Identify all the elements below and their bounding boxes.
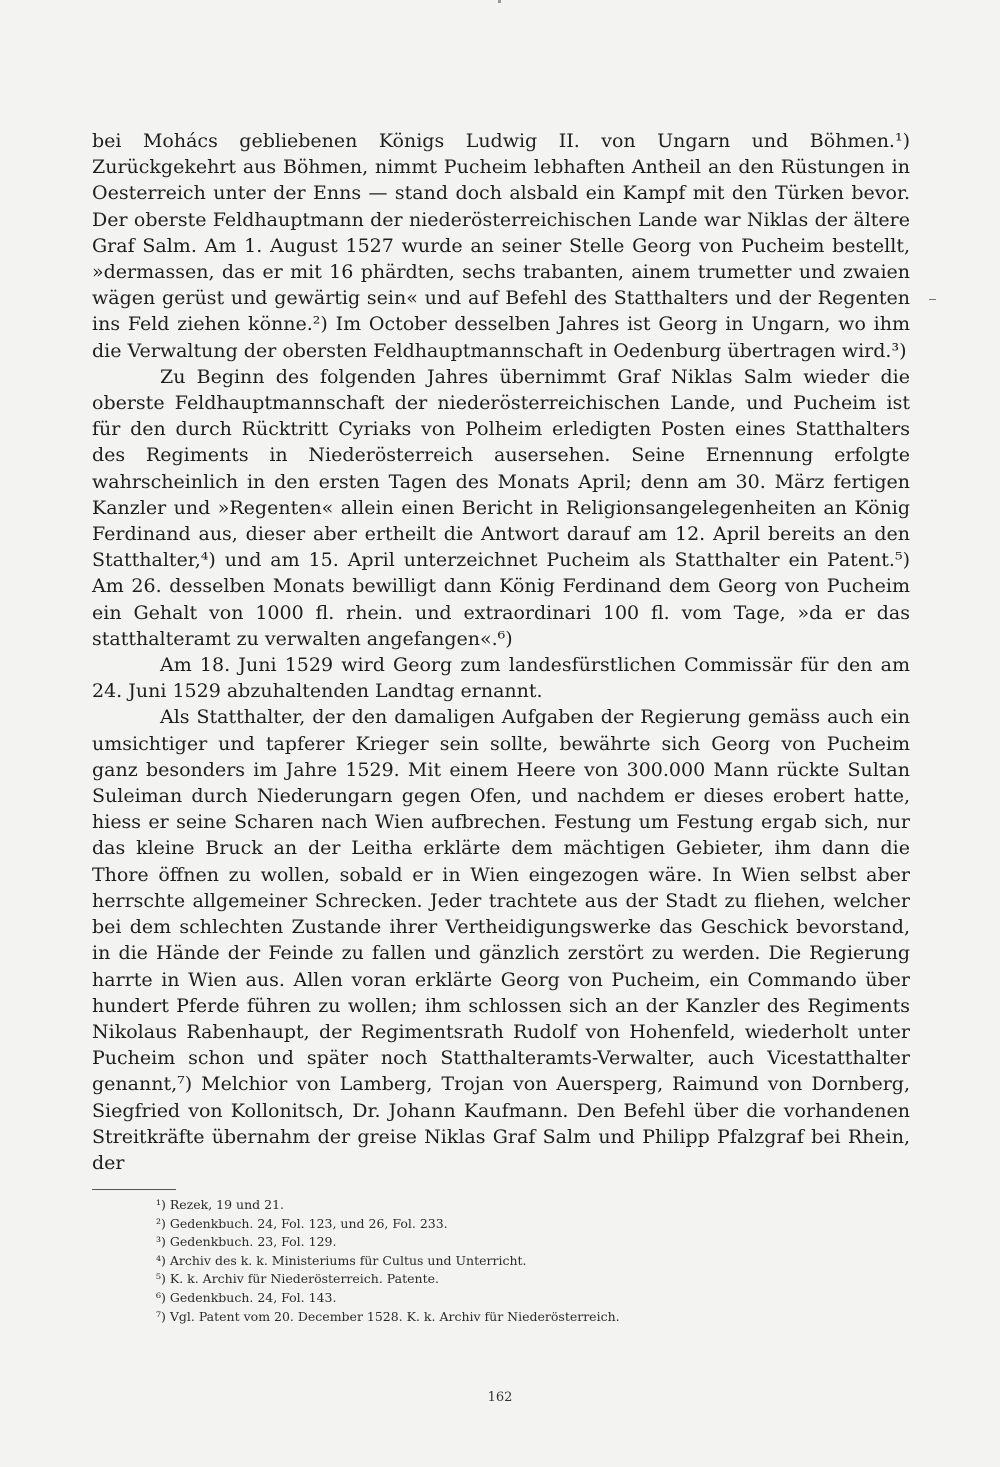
footnote-3: ³) Gedenkbuch. 23, Fol. 129.: [156, 1234, 337, 1250]
paragraph-1: bei Mohács gebliebenen Königs Ludwig II. von Ungarn und Böhmen.¹) Zurückgekehrt aus Böhmen, nimmt Pucheim lebhaften Antheil an den Rüstungen in Oesterreich unter der Enns — stand doch alsbald ein Kampf mit den Türken bevor. Der oberste Feldhauptmann der niederösterreichischen Lande war Niklas der ältere Graf Salm. Am 1. August 1527 wurde an seiner Stelle Georg von Pucheim bestellt, »dermassen, das er mit 16 phärdten, sechs trabanten, ainem trumetter und zwaien wägen gerüst und gewärtig sein« und auf Befehl des Statthalters und der Regenten ins Feld ziehen könne.²) Im October desselben Jahres ist Georg in Ungarn, wo ihm die Verwaltung der obersten Feldhauptmannschaft in Oedenburg übertragen wird.³): [92, 130, 910, 362]
paragraph-3: Am 18. Juni 1529 wird Georg zum landesfürstlichen Commissär für den am 24. Juni 1529 abzuhaltenden Landtag ernannt.: [92, 654, 910, 703]
footnote-5: ⁵) K. k. Archiv für Niederösterreich. Patente.: [156, 1271, 439, 1287]
scan-speck: [498, 0, 501, 3]
page-number: 162: [487, 1390, 513, 1405]
footnote-2: ²) Gedenkbuch. 24, Fol. 123, und 26, Fol. 233.: [156, 1215, 448, 1231]
footnote-7: ⁷) Vgl. Patent vom 20. December 1528. K. k. Archiv für Niederösterreich.: [156, 1308, 620, 1324]
footnotes: [156, 1196, 876, 1326]
paragraph-4: Als Statthalter, der den damaligen Aufgaben der Regierung gemäss auch ein umsichtiger und tapferer Krieger sein sollte, bewährte sich Georg von Pucheim ganz besonders im Jahre 1529. Mit einem Heere von 300.000 Mann rückte Sultan Suleiman durch Niederungarn gegen Ofen, und nachdem er dieses erobert hatte, hiess er seine Scharen nach Wien aufbrechen. Festung um Festung ergab sich, nur das kleine Bruck an der Leitha erklärte dem mächtigen Gebieter, ihm dann die Thore öffnen zu wollen, sobald er in Wien eingezogen wäre. In Wien selbst aber herrschte allgemeiner Schrecken. Jeder trachtete aus der Stadt zu fliehen, welcher bei dem schlechten Zustande ihrer Vertheidigungswerke das Geschick bevorstand, in die Hände der Feinde zu fallen und gänzlich zerstört zu werden. Die Regierung harrte in Wien aus. Allen voran erklärte Georg von Pucheim, ein Commando über hundert Pferde führen zu wollen; ihm schlossen sich an der Kanzler des Regiments Nikolaus Rabenhaupt, der Regimentsrath Rudolf von Hohenfeld, wiederholt unter Pucheim schon und später noch Statthalteramts-Verwalter, auch Vicestatthalter genannt,⁷) Melchior von Lamberg, Trojan von Auersperg, Raimund von Dornberg, Siegfried von Kollonitsch, Dr. Johann Kaufmann. Den Befehl über die vorhandenen Streitkräfte übernahm der greise Niklas Graf Salm und Philipp Pfalzgraf bei Rhein, der: [92, 706, 910, 1174]
scan-speck: [929, 299, 936, 300]
footnote-1: ¹) Rezek, 19 und 21.: [156, 1197, 285, 1212]
body-text: [92, 128, 910, 1176]
paragraph-2: Zu Beginn des folgenden Jahres übernimmt Graf Niklas Salm wieder die oberste Feldhauptmannschaft der niederösterreichischen Lande, und Pucheim ist für den durch Rücktritt Cyriaks von Polheim erledigten Posten eines Statthalters des Regiments in Niederösterreich ausersehen. Seine Ernennung erfolgte wahrscheinlich in den ersten Tagen des Monats April; denn am 30. März fertigen Kanzler und »Regenten« allein einen Bericht in Religionsangelegenheiten an König Ferdinand aus, dieser aber ertheilt die Antwort darauf am 12. April bereits an den Statthalter,⁴) und am 15. April unterzeichnet Pucheim als Statthalter ein Patent.⁵) Am 26. desselben Monats bewilligt dann König Ferdinand dem Georg von Pucheim ein Gehalt von 1000 fl. rhein. und extraordinari 100 fl. vom Tage, »da er das statthalteramt zu verwalten angefangen«.⁶): [92, 365, 910, 650]
footnote-6: ⁶) Gedenkbuch. 24, Fol. 143.: [156, 1289, 337, 1305]
footnote-4: ⁴) Archiv des k. k. Ministeriums für Cultus und Unterricht.: [156, 1252, 527, 1268]
footnote-separator: [92, 1189, 176, 1190]
